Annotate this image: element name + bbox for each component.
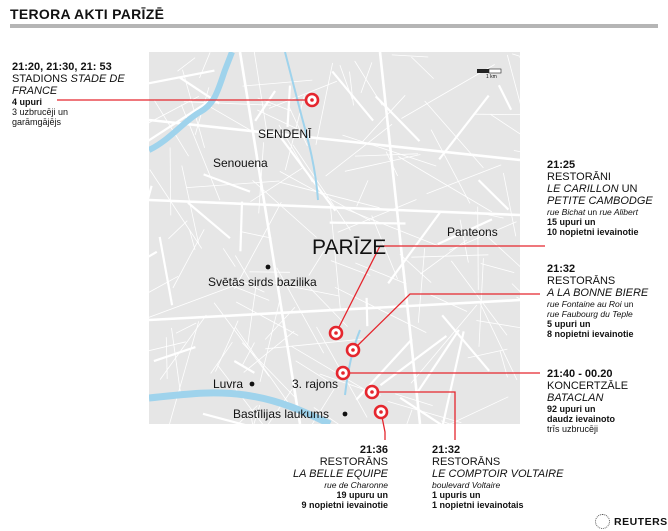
event-place-type: RESTORĀNS [432,456,501,468]
event-venue: LE CARILLON [547,183,619,195]
marker-bataclan [337,367,349,379]
event-time: 21:25 [547,159,576,171]
event-victims2: 10 nopietni ievainotie [547,227,639,237]
event-victims2: daudz ievainoto [547,414,616,424]
event-victims: 15 upuri un [547,217,596,227]
label-scale: 1 km [486,74,497,80]
event-venue: BATACLAN [547,392,604,404]
street [441,421,499,443]
event-detail: 3 uzbrucēji un garāmgājējs [12,107,69,127]
event-bataclan [547,368,628,434]
label-panteons: Panteons [447,225,498,239]
title-rule [10,24,658,28]
event-street2: rue Faubourg du Teple [547,309,633,319]
event-time: 21:20, 21:30, 21: 53 [12,61,112,73]
event-victims: 5 upuri un [547,319,591,329]
event-victims: 1 upuris un [432,490,481,500]
event-victims: 92 upuri un [547,404,596,414]
label-sendeni: SENDENĪ [258,127,312,141]
event-place-type: RESTORĀNS [547,275,616,287]
event-victims2: 8 nopietni ievainotie [547,329,634,339]
event-victims2: 9 nopietni ievainotie [301,500,388,510]
event-bonne-biere: 21:32 RESTORĀNS A LA BONNE BIERE rue Fontaine au Roi un rue Faubourg du Teple 5 upuri un 8 nopietni ievainotie [547,263,649,339]
event-venue: LA BELLE EQUIPE [293,468,388,480]
street [74,252,157,301]
event-comptoir [432,444,563,510]
street [520,57,560,60]
event-place-type: RESTORĀNS [319,456,388,468]
event-venue: LE COMPTOIR VOLTAIRE [432,468,564,480]
marker-belle-equipe [375,406,387,418]
label-bastilija: Bastīlijas laukums [233,407,330,421]
label-rajons: 3. rajons [292,377,339,391]
event-venue: A LA BONNE BIERE [547,287,649,299]
event-street: rue Bichat [547,207,586,217]
event-street: rue de Charonne [324,480,388,490]
event-victims: 4 upuri [12,97,43,107]
page-title: TERORA AKTI PARĪZĒ [10,6,165,22]
credit [595,514,668,529]
event-stade [12,61,125,127]
event-victims: 19 upuru un [336,490,388,500]
street [512,54,586,77]
event-connector: UN [621,183,638,195]
marker-bonne-biere [347,344,359,356]
event-place-type: KONCERTZĀLE [547,380,629,392]
label-senouena: Senouena [213,156,268,170]
event-victims2: 1 nopietni ievainotais [432,500,524,510]
event-venue-cont: FRANCE [12,85,58,97]
event-carillon: 21:25 RESTORĀNI LE CARILLON UN PETITE CAMBODGE rue Bichat un rue Alibert 15 upuri un 10 nopietni ievainotie [547,159,653,237]
street [367,298,368,326]
event-time: 21:40 - 00.20 [547,368,613,380]
label-luvra: Luvra [213,377,244,391]
marker-carillon [330,327,342,339]
event-detail: trīs uzbrucēji [547,424,599,434]
event-venue: STADE DE [70,73,125,85]
event-street2: rue Alibert [599,207,638,217]
street [250,272,291,273]
marker-stade [306,94,318,106]
event-place-type: RESTORĀNI [547,171,611,183]
label-city: PARĪZE [312,236,387,259]
event-time: 21:32 [547,263,576,275]
event-time: 21:32 [432,444,461,456]
event-venue2: PETITE CAMBODGE [547,195,653,207]
event-street: boulevard Voltaire [432,480,501,490]
reuters-logo-icon [595,514,610,529]
event-place-type: STADIONS [12,73,68,85]
event-belle-equipe [230,444,388,510]
credit-text: REUTERS [614,515,668,528]
event-time: 21:36 [359,444,388,456]
scale-bar [477,69,501,73]
street [330,223,406,224]
label-sirds: Svētās sirds bazilika [208,275,317,289]
marker-comptoir [366,386,378,398]
